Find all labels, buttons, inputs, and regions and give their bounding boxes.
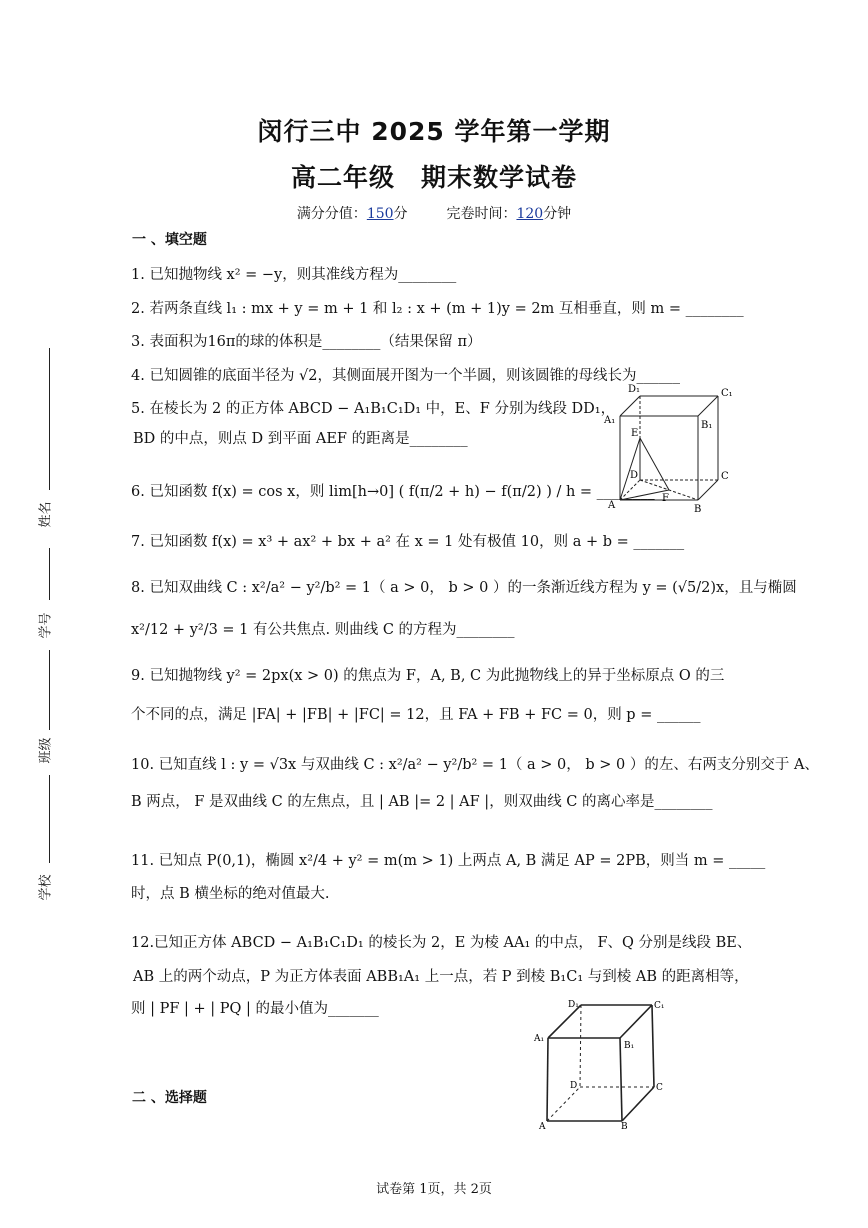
question-5b: BD 的中点，则点 D 到平面 AEF 的距离是________ [133, 431, 468, 447]
fig1-label-a1: A₁ [604, 415, 616, 426]
question-8b: x²/12 + y²/3 = 1 有公共焦点. 则曲线 C 的方程为________ [131, 622, 515, 638]
time-label: 完卷时间： [446, 206, 517, 222]
question-11b: 时，点 B 横坐标的绝对值最大. [131, 886, 330, 902]
section-fill-blank: 一 、填空题 [132, 232, 207, 248]
full-score-label: 满分分值： [296, 206, 367, 222]
fig1-label-b1: B₁ [701, 420, 713, 431]
name-line [49, 348, 50, 490]
fig1-label-e: E [631, 428, 639, 439]
fig2-label-c: C [656, 1083, 663, 1093]
fig1-label-c: C [721, 471, 729, 482]
question-12a: 12.已知正方体 ABCD − A₁B₁C₁D₁ 的棱长为 2，E 为棱 AA₁ 的中点， F、Q 分别是线段 BE、 [131, 935, 752, 951]
question-12c: 则 | PF | + | PQ | 的最小值为_______ [131, 1001, 379, 1017]
question-4: 4. 已知圆锥的底面半径为 √2，其侧面展开图为一个半圆，则该圆锥的母线长为______ [131, 368, 681, 384]
question-3: 3. 表面积为16π的球的体积是________（结果保留 π） [131, 334, 482, 350]
question-7: 7. 已知函数 f(x) = x³ + ax² + bx + a² 在 x = 1 处有极值 10，则 a + b = _______ [131, 534, 685, 550]
fig1-label-d: D [630, 470, 639, 481]
fig2-label-c1: C₁ [654, 1001, 665, 1011]
time-value: 120 [516, 206, 544, 222]
sidebar-class: 班级 [38, 737, 54, 764]
fig1-label-b: B [694, 504, 702, 515]
class-line [49, 650, 50, 730]
question-9b: 个不同的点，满足 |FA| + |FB| + |FC| = 12，且 FA + FB + FC = 0，则 p = ______ [131, 707, 701, 723]
page-footer: 试卷第 1页，共 2页 [376, 1182, 492, 1197]
fig1-label-d1: D₁ [628, 384, 641, 395]
fig2-label-b: B [621, 1122, 628, 1132]
fig2-label-a: A [539, 1122, 546, 1132]
question-2: 2. 若两条直线 l₁ : mx + y = m + 1 和 l₂ : x + (m + 1)y = 2m 互相垂直，则 m = ________ [131, 301, 744, 317]
fig2-label-b1: B₁ [624, 1041, 635, 1051]
question-5a: 5. 在棱长为 2 的正方体 ABCD − A₁B₁C₁D₁ 中，E、F 分别为线段 DD₁， [131, 401, 616, 417]
full-score-unit: 分 [393, 206, 408, 222]
sidebar-student-id: 学号 [38, 612, 54, 639]
question-12b: AB 上的两个动点，P 为正方体表面 ABB₁A₁ 上一点，若 P 到棱 B₁C₁ 与到棱 AB 的距离相等， [133, 969, 749, 985]
fig1-label-c1: C₁ [721, 388, 733, 399]
school-line [49, 775, 50, 863]
question-10b: B 两点， F 是双曲线 C 的左焦点，且 | AB |= 2 | AF |，则双曲线 C 的离心率是________ [131, 794, 713, 810]
cube-figure-q12 [530, 995, 675, 1135]
question-9a: 9. 已知抛物线 y² = 2px(x > 0) 的焦点为 F，A, B, C 为此抛物线上的异于坐标原点 O 的三 [131, 668, 725, 684]
fig2-label-d1: D₁ [568, 1000, 579, 1010]
section-choice: 二 、选择题 [132, 1090, 207, 1106]
fig2-label-a1: A₁ [534, 1034, 545, 1044]
student-id-line [49, 548, 50, 600]
question-1: 1. 已知抛物线 x² = −y，则其准线方程为________ [131, 267, 457, 283]
exam-title-line2: 高二年级 期末数学试卷 [290, 163, 577, 192]
question-8a: 8. 已知双曲线 C : x²/a² − y²/b² = 1（ a > 0， b > 0 ）的一条渐近线方程为 y = (√5/2)x，且与椭圆 [131, 580, 797, 596]
cube-figure-q5 [600, 380, 740, 515]
fig2-label-d: D [570, 1081, 578, 1091]
sidebar-school: 学校 [38, 874, 54, 901]
exam-meta [0, 203, 868, 223]
question-10a: 10. 已知直线 l : y = √3x 与双曲线 C : x²/a² − y²/b² = 1（ a > 0， b > 0 ）的左、右两支分别交于 A、 [131, 757, 819, 773]
fig1-label-f: F [662, 493, 669, 504]
time-unit: 分钟 [543, 206, 572, 222]
question-11a: 11. 已知点 P(0,1)，椭圆 x²/4 + y² = m(m > 1) 上两点 A, B 满足 AP = 2PB，则当 m = _____ [131, 853, 766, 869]
sidebar-name: 姓名 [38, 501, 54, 528]
fig1-label-a: A [608, 500, 616, 511]
full-score-value: 150 [366, 206, 394, 222]
exam-title-line1: 闵行三中 2025 学年第一学期 [257, 117, 611, 146]
question-6: 6. 已知函数 f(x) = cos x，则 lim[h→0] ( f(π/2 + h) − f(π/2) ) / h = ________ [131, 484, 655, 500]
